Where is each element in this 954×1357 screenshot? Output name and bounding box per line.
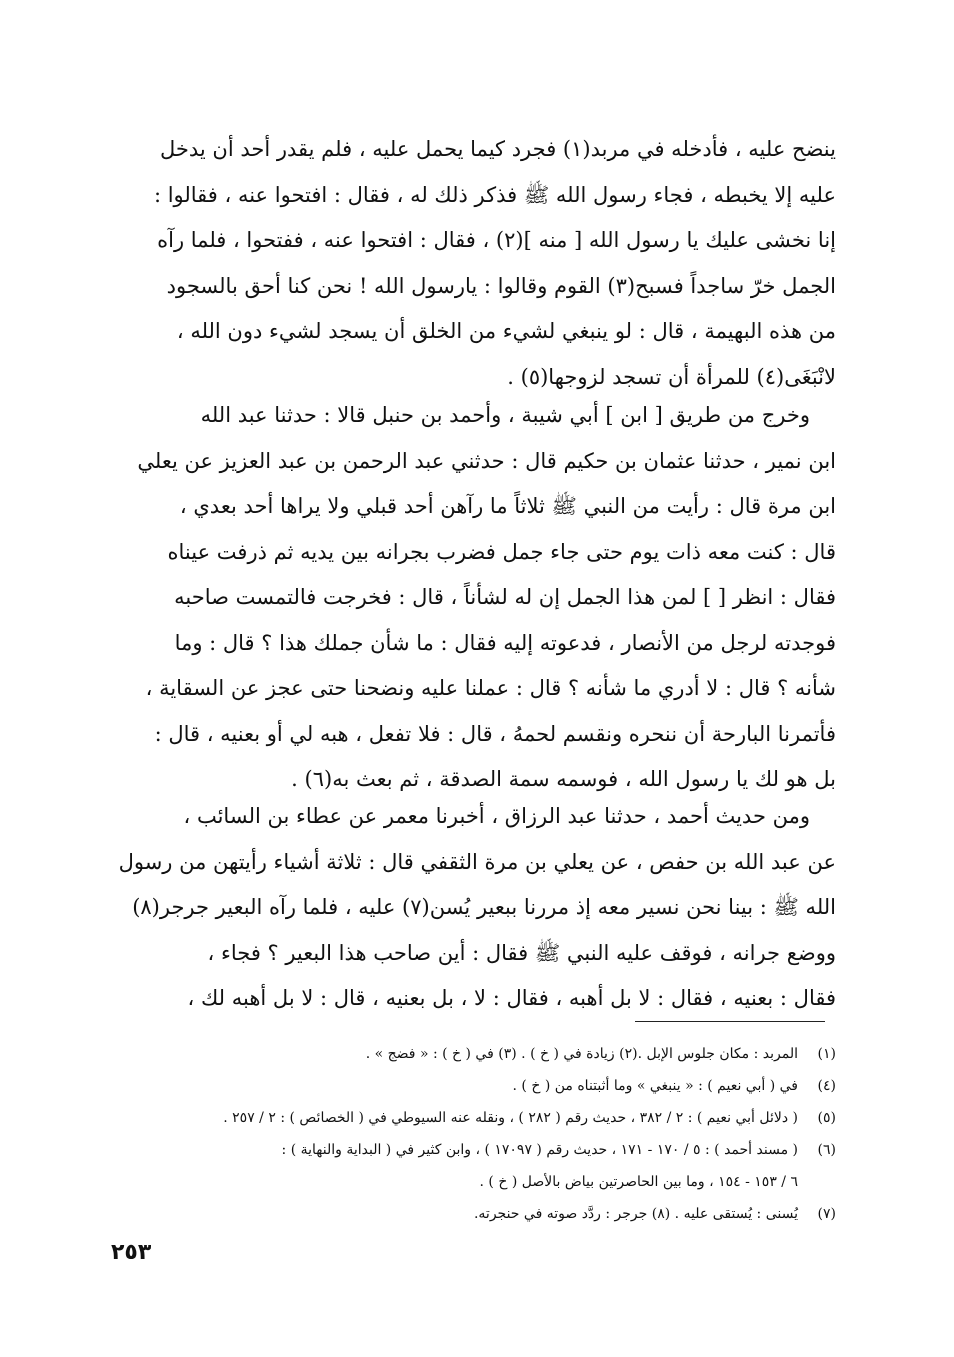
text-line: فقال : بعنيه ، فقال : لا بل أهبه ، فقال : لا ، بل بعنيه ، قال : لا بل أهبه لك ، (187, 986, 836, 1010)
footnote-text: ٦ / ١٥٣ - ١٥٤ ، وما بين الحاصرتين بياض بالأصل ( خ ) . (479, 1174, 798, 1190)
text-line: عن عبد الله بن حفص ، عن يعلي بن مرة الثقفي قال : ثلاثة أشياء رأيتهن من رسول (118, 849, 836, 874)
footnote (118, 1134, 836, 1166)
footnote-number: (٧) (817, 1206, 836, 1222)
text-line: ينضح عليه ، فأدخله في مربد(١) فجرد كيما يحمل عليه ، فلم يقدر أحد أن يدخل (160, 137, 836, 161)
text-line: فأتمرنا البارحة أن ننحره ونقسم لحمهُ ، قال : فلا تفعل ، هبه لي أو بعنيه ، قال : (154, 721, 836, 746)
text-line: الجمل خرّ ساجداً فسبح(٣) القوم وقالوا : يارسول الله ! نحن كنا أحق بالسجود (166, 273, 836, 298)
footnote (118, 1038, 836, 1070)
footnote-number: (٥) (817, 1110, 836, 1126)
paragraph-1 (118, 127, 836, 400)
footnote-text: يُسنى : يُستقى عليه . (٨) جرجر : ردَّد صوته في حنجرته. (473, 1206, 798, 1222)
footnote (118, 1070, 836, 1102)
text-line: شأنه ؟ قال : لا أدري ما شأنه ؟ قال : عملنا عليه ونضحنا حتى عجز عن السقاية ، (145, 676, 836, 700)
footnote (118, 1198, 836, 1230)
footnote-text: ( دلائل أبي نعيم ) : ٢ / ٣٨٢ ، حديث رقم ( ٢٨٢ ) ، ونقله عنه السيوطي في ( الخصائص ) : ٢ / ٢٥٧ . (223, 1110, 798, 1126)
text-line: من هذه البهيمة ، قال : لو ينبغي لشيء من الخلق أن يسجد لشيء دون الله ، (176, 319, 836, 343)
footnote-separator (635, 1021, 825, 1022)
footnote-text: ( مسند أحمد ) : ٥ / ١٧٠ - ١٧١ ، حديث رقم ( ١٧٠٩٧ ) ، وابن كثير في ( البداية والنهاية ) : (281, 1142, 798, 1158)
text-line: فوجدته لرجل من الأنصار ، فدعوته إليه فقال : ما شأن جملك هذا ؟ قال : وما (174, 630, 836, 655)
text-line: إنا نخشى عليك يا رسول الله [ منه ](٢) ، فقال : افتحوا عنه ، ففتحوا ، فلما رآه (157, 228, 836, 252)
text-line: عليه إلا يخبطه ، فجاء رسول الله ﷺ فذكر ذلك له ، فقال : افتحوا عنه ، فقالوا : (153, 182, 836, 207)
text-line: لانْبَغَى(٤) للمرأة أن تسجد لزوجها(٥) . (507, 364, 836, 389)
footnote-text: في ( أبي نعيم ) : « ينبغي » وما أثبتناه من ( خ ) . (512, 1078, 798, 1094)
footnotes (118, 1038, 836, 1230)
footnote-number (798, 1166, 836, 1198)
text-line: فقال : انظر [ ] لمن هذا الجمل إن له لشأناً ، قال : فخرجت فالتمست صاحبه (174, 585, 836, 609)
footnote-number: (١) (817, 1046, 836, 1062)
text-line: قال : كنت معه ذات يوم حتى جاء جمل فضرب بجرانه بين يديه ثم ذرفت عيناه (167, 539, 836, 564)
footnote-text: المربد : مكان جلوس الإبل .(٢) زيادة في ( خ ) . (٣) في ( خ ) : « فضج » . (365, 1046, 798, 1062)
text-line: الله ﷺ : بينا نحن نسير معه إذ مررنا ببعير يُسن(٧) عليه ، فلما رآه البعير جرجر(٨) (132, 895, 836, 919)
text-line: ابن مرة قال : رأيت من النبي ﷺ ثلاثاً ما رآهن أحد قبلي ولا يراها أحد بعدي ، (179, 494, 836, 518)
text-line: ابن نمير ، حدثنا عثمان بن حكيم قال : حدثني عبد الرحمن بن عبد العزيز عن يعلي (137, 448, 836, 473)
footnote-continuation (118, 1166, 836, 1198)
footnote-number: (٤) (817, 1078, 836, 1094)
paragraph-3 (118, 794, 836, 1022)
footnote-number: (٦) (817, 1142, 836, 1158)
paragraph-2 (118, 393, 836, 803)
text-line: ومن حديث أحمد ، حدثنا عبد الرزاق ، أخبرنا معمر عن عطاء بن السائب ، (183, 804, 810, 828)
text-line: بل هو لك يا رسول الله ، فوسمه سمة الصدقة ، ثم بعث به(٦) . (291, 767, 836, 791)
text-line: وخرج من طريق [ ابن ] أبي شيبة ، وأحمد بن حنبل قالا : حدثنا عبد الله (200, 403, 810, 427)
page-number: ٢٥٣ (111, 1240, 152, 1265)
text-line: ووضع جرانه ، فوقف عليه النبي ﷺ فقال : أين صاحب هذا البعير ؟ فجاء ، (207, 940, 836, 965)
footnote (118, 1102, 836, 1134)
